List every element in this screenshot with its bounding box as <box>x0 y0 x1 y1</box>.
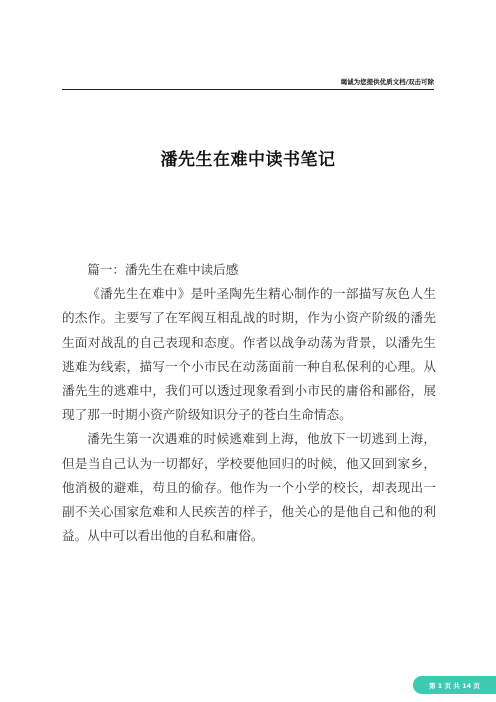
document-title: 潘先生在难中读书笔记 <box>160 150 336 170</box>
page-number-badge: 第 1 页 共 14 页 <box>413 676 496 694</box>
header-divider <box>62 89 434 90</box>
document-body <box>62 258 436 548</box>
body-paragraph: 潘先生第一次遇难的时候逃难到上海，他放下一切逃到上海，但是当自己认为一切都好，学校要他回归的时候，他又回到家乡，他消极的避难，苟且的偷存。他作为一个小学的校长，却表现出一副不关心国家危难和人民疾苦的样子，他关心的是他自己和他的利益。从中可以看出他的自私和庸俗。 <box>62 431 436 544</box>
body-paragraph: 《潘先生在难中》是叶圣陶先生精心制作的一部描写灰色人生的杰作。主要写了在军阀互相乱战的时期，作为小资产阶级的潘先生面对战乱的自己表现和态度。作者以战争动荡为背景，以潘先生逃难为线索，描写一个小市民在动荡面前一种自私保利的心理。从潘先生的逃难中，我们可以透过现象看到小市民的庸俗和鄙俗，展现了那一时期小资产阶级知识分子的苍白生命情态。 <box>62 286 436 423</box>
header-note: 竭诚为您提供优质文档/双击可除 <box>340 78 434 86</box>
section-heading: 篇一：潘先生在难中读后感 <box>87 262 239 277</box>
